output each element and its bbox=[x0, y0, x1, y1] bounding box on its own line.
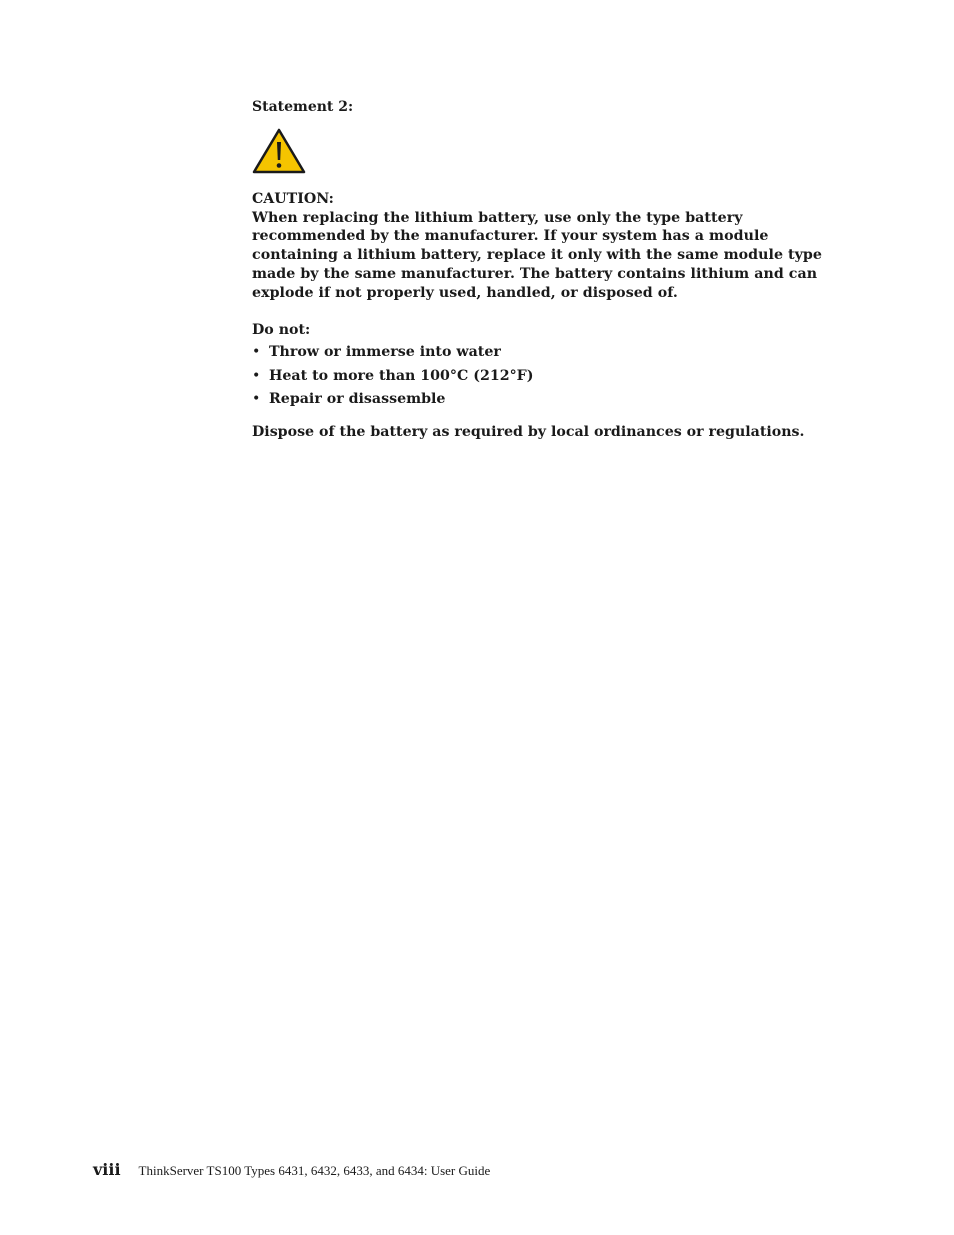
list-item: • Repair or disassemble bbox=[252, 390, 842, 409]
do-not-list bbox=[252, 343, 842, 409]
page-footer bbox=[93, 1160, 490, 1179]
warning-triangle-icon bbox=[252, 128, 306, 174]
caution-label: CAUTION: bbox=[252, 190, 334, 207]
page-number: viii bbox=[93, 1160, 121, 1179]
list-item: • Throw or immerse into water bbox=[252, 343, 842, 362]
statement-title: Statement 2: bbox=[252, 99, 354, 115]
dispose-text: Dispose of the battery as required by local ordinances or regulations. bbox=[252, 423, 805, 440]
footer-text: ThinkServer TS100 Types 6431, 6432, 6433, and 6434: User Guide bbox=[138, 1163, 491, 1178]
do-not-label: Do not: bbox=[252, 321, 311, 338]
list-item: • Heat to more than 100°C (212°F) bbox=[252, 367, 842, 386]
caution-text: When replacing the lithium battery, use only the type battery recommended by the manufacturer. If your system has a module containing a lithium battery, replace it only with the same module type made by the same manufacturer. The battery contains lithium and can explode if not properly used, handled, or disposed of. bbox=[252, 209, 822, 301]
document-body bbox=[252, 98, 842, 442]
